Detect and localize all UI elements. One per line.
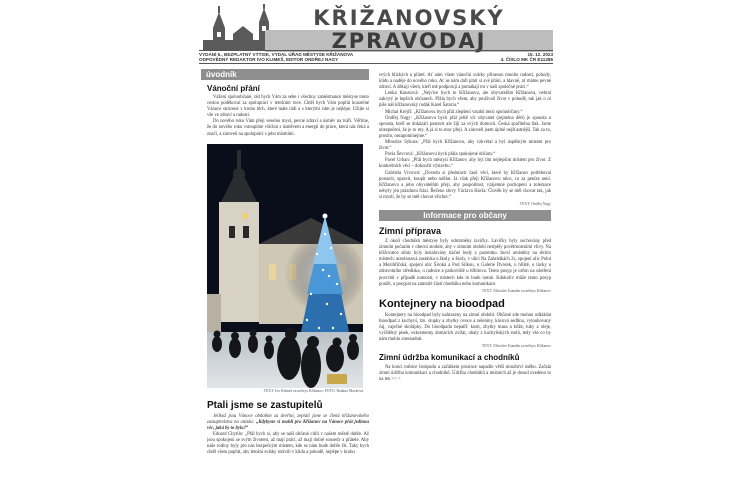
church-christmas-tree-photo xyxy=(207,144,363,388)
question-text: „Kdybyste si mohli pro Křižanov na Vánoce přát jedinou věc, jaká by to byla?“ xyxy=(207,419,369,431)
registration-number: 4. ČÍSLO MK ČR E11286 xyxy=(500,57,553,62)
article-credit: TEXT: Miroslav Kamiňa za městys Křižanov xyxy=(481,288,551,293)
paragraph: Na konci měsíce listopadu a začátkem prosince napadlo větší množství sněhu. Začala zimní údržba komunikací a chodníků. Údržba chodníků a místních až je dosud uvedeno to na ten >> > xyxy=(379,365,551,383)
paragraph: Z okolí chodníků městyse byly odstraněny lavičky. Lavičky byly uschovány před zimním počasím v obecní stodole, aby v zimním období netrpěly povětrnostními vlivy. Na křižovatce silnic byly instalovány tlačné body z pozemku. Inoví umístěny na těchto místech: autobusová zastávka u školy, u školy, v ulici Na Zahrádkách 2x, spojení ulic Polní a Mezihříčská, spojení ulic Široká a Pod Sílkou, u Galerie Dvorek, u hřiště, u lávky u zdravotního střediska, u radnice a parkoviště u hřbitova. Tento posyp je určen na ošetření povrchů v případě nutnosti, v místech kde to bude nutné. Kdokoliv může tento posyp použít, a posypat na zamrzlé části chodníku nebo komunikace. xyxy=(379,238,551,287)
paragraph-answer: Eduard Chytilo: „Přál bych si, aby se naší občané cítili v našem městě dobře. Až jsou spokojení se svým životem, až mají práci, až mají dobré sousedy a přátele. Aby naše rodiny byly pro nás bezpečným místem, kde se nám bude dobře žít. Taky bych chtěl všem popřát, aby letošní svátky strávili v klidu a pohodě, nejlépe v kruhu xyxy=(207,431,369,456)
paragraph-question xyxy=(207,414,369,432)
paragraph: Kontejnery na bioodpad byly nahrazeny na zimní období. Občané zde mohou odkládat bioodpad z kuchyní, tzn. slupky a zbytky ovoce a zeleniny, kávová sedlina, vylouhovaný čaj, vaječné skořápky. Do bioodpadu nepatří: kosti, zbytky masa a kůže, tuky a oleje, vyčištěný pisek, exkrementy domácích zvířat, obaly z kuchyňských stolů, tedy vše co by nám mohlo znesnadnit. xyxy=(379,312,551,343)
article-body-christmas-wish xyxy=(201,95,369,138)
masthead-title-line1: KŘIŽANOVSKÝ xyxy=(313,6,505,30)
masthead-title-line2: ZPRAVODAJ xyxy=(265,30,553,52)
photo-credit: TEXT: Ivo Klimeš za městys Křižanov, FOTO: Radana Macková xyxy=(263,388,363,393)
article-credit: TEXT: Ondřej Nagy xyxy=(519,201,551,206)
paragraph: Michal Krejčí: „Křižanovu bych přál zlepšení vztahů mezi spoluobčany.“ xyxy=(385,109,523,115)
article-heading-bio-containers: Kontejnery na bioodpad xyxy=(379,297,505,310)
article-heading-winter-maintenance: Zimní údržba komunikací a chodníků xyxy=(379,353,520,363)
masthead-title xyxy=(265,7,553,52)
section-header-citizen-info: Informace pro občany xyxy=(379,210,551,221)
article-body-bio-containers xyxy=(379,313,551,343)
article-heading-council-question: Ptali jsme se zastupitelů xyxy=(207,399,323,411)
paragraph: Do nového roku Vám přeji veselou mysl, pevné zdraví a úsměv na tváři. Věříme, že do nového roku vstoupíme všichni s úsměvem a energií do práce, která nás čeká a značí, a zároveň na spolupráci s jeho místními. xyxy=(207,119,369,137)
section-header-editorial: úvodník xyxy=(201,69,369,80)
paragraph: Lenka Kunstová: „Nejvíce bych to Křižanovu, ale obyvatelům Křižanova, nebral zakrytý je lepších občanech. Přála bych všem, aby prožívali život v pohodě, tak jak o ní píše náš křižanovský rodák Karel Šatoria.“ xyxy=(379,91,551,109)
issue-date: 15. 12. 2023 xyxy=(527,52,553,57)
masthead xyxy=(197,0,555,66)
paragraph: Miroslav Sýkora: „Přál bych Křižanovu, aby vzkvétal a byl úspěšným místem pro život.“ xyxy=(379,140,551,152)
photo-illustration xyxy=(207,144,363,388)
article-body-council-question xyxy=(201,414,369,457)
article-credit: TEXT: Miroslav Kamiňa za městys Křižanov xyxy=(481,344,551,349)
paragraph: Pavel Urban: „Přál bych městysi Křižanov, aby byl tím nejlepším místem pro život. Z konkrétních věcí – dokončit výstavbu.“ xyxy=(379,158,551,170)
paragraph: Pavla Ševcová: „Křižanovu bych přála spokojené občany.“ xyxy=(385,152,496,158)
article-heading-winter-prep: Zimní příprava xyxy=(379,225,442,236)
question-intro: Jelikož jsou Vánoce obdobím za dveřmi, zeptali jsme se členů křižanovského zastupitelstva na otázku: xyxy=(207,413,369,425)
masthead-editor-info xyxy=(199,57,553,64)
paragraph: Gabriela Vívrová: „Dovedu si představit časů věcí, které by Křižanov potřeboval postavit, opravit, koupit nebo udělat. Já však přeji Křižanovu něco, co za peníze není. Křižanovu a jeho obyvatelům přeji, aby pospolitost, vzájemné pochopení a tolerance nebyly jen prázdnou frází. Řečeno slovy Václava Havla: Člověk by se měl chovat tak, jak si myslí, že by se měl chovat všichni.“ xyxy=(379,170,551,200)
left-column xyxy=(201,69,369,456)
newsletter-page xyxy=(197,0,555,500)
masthead-issue-info xyxy=(199,50,553,57)
editor-info-left: ODPOVĚDNÝ REDAKTOR IVO KLIMEŠ, EDITOR ONDŘEJ NAGY xyxy=(199,57,339,62)
issue-info-left: VYDÁNÍ 6., BEZPLATNÝ VÝTISK, VYDAL ÚŘAD MĚSTYSE KŘIŽANOVA xyxy=(199,52,354,57)
article-body-winter-prep xyxy=(379,239,551,288)
article-body-council-answers xyxy=(379,73,551,201)
article-body-winter-maintenance xyxy=(379,365,551,383)
paragraph: svých blízkých a přátel. Ať nám všem vánoční svátky přinesou mnoho radosti, pohody, klidu a naděje do nového roku. Ať se nám daří plnit si své přání, a hlavně, ať máme pevné zdraví. A děkuji všem, kteří mě podporují a pomáhají mi v naší společné práci.“ xyxy=(379,73,551,91)
right-column xyxy=(379,73,551,383)
paragraph: Vážení spoluobčané, rád bych Vám za sebe i všechny zaměstnance městyse touto cestou poděkoval za spolupráci v letošním roce. Chtěl bych Vám popřát kouzelné Vánoce strávené v kruhu těch, které máte rádi a s kterými vám je nejlépe. Užijte si vše ve zdraví a radosti. xyxy=(207,95,369,119)
paragraph: Ondřej Nagy: „Křižanovu bych přál ještě víc obyvatel (zejména dětí) je spousta a spousta, kteří se dokázali postavit ale žijí za svých domovů. Česká spořitelna tlak. Jsme ubezpečeni, že je to my. A já si to moc přeji. A zároveň jsem úplně nejšťastnější. Tak za to, prosím, nezapomínejme.“ xyxy=(379,115,551,139)
article-heading-christmas-wish: Vánoční přání xyxy=(207,84,260,93)
